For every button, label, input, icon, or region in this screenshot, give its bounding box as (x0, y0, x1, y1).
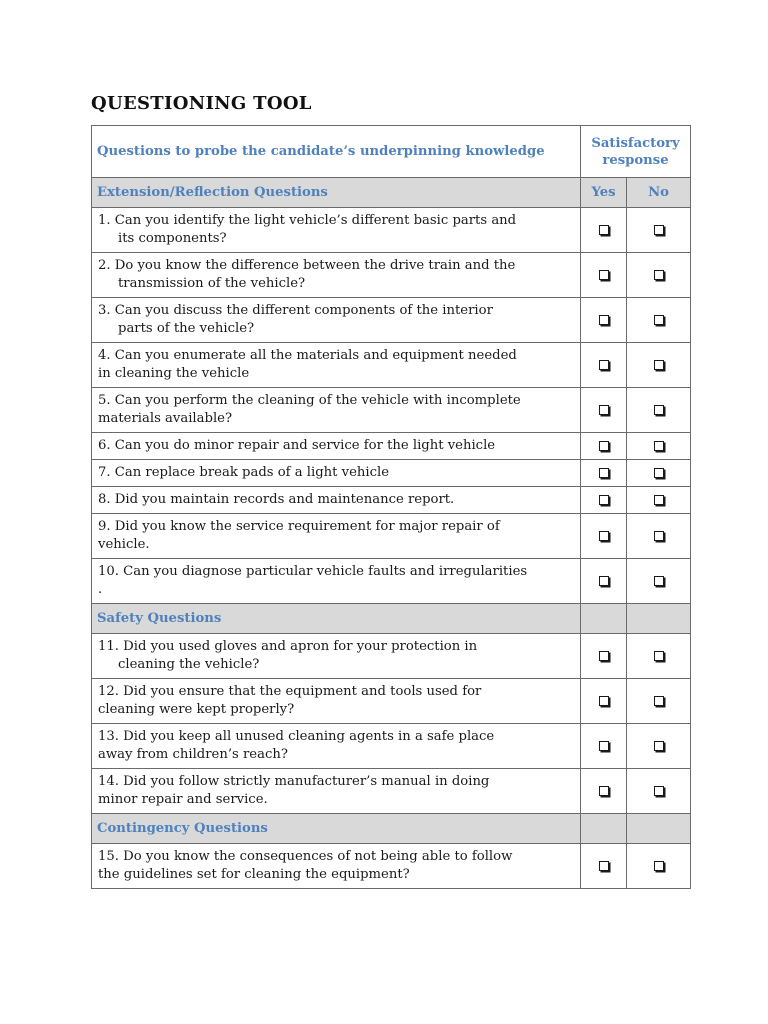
question-cell (92, 634, 581, 679)
question-text: 2. Do you know the difference between the drive train and the (98, 258, 516, 273)
checkbox-icon[interactable] (654, 531, 664, 541)
question-row (92, 433, 691, 460)
section-label: Safety Questions (92, 604, 581, 634)
questions-header-cell (92, 126, 581, 178)
question-text-cont: parts of the vehicle? (118, 321, 255, 336)
no-cell[interactable] (627, 844, 691, 889)
question-text: 7. Can replace break pads of a light vehicle (98, 465, 390, 480)
checkbox-icon[interactable] (654, 468, 664, 478)
section-row-safety (92, 604, 691, 634)
question-cell (92, 253, 581, 298)
empty-cell (627, 604, 691, 634)
question-text-cont: away from children’s reach? (98, 747, 288, 762)
question-cell (92, 487, 581, 514)
question-text-cont: transmission of the vehicle? (118, 276, 306, 291)
no-cell[interactable] (627, 559, 691, 604)
yes-cell[interactable] (581, 844, 627, 889)
checkbox-icon[interactable] (654, 741, 664, 751)
question-cell (92, 724, 581, 769)
no-cell[interactable] (627, 724, 691, 769)
question-row (92, 460, 691, 487)
no-cell[interactable] (627, 679, 691, 724)
page-title: QUESTIONING TOOL (91, 93, 312, 114)
yes-cell[interactable] (581, 208, 627, 253)
satisfactory-header-label: Satisfactory response (581, 126, 691, 178)
question-text: 8. Did you maintain records and maintenance report. (98, 492, 455, 507)
questioning-table (91, 125, 691, 889)
question-row (92, 487, 691, 514)
empty-cell (581, 814, 627, 844)
checkbox-icon[interactable] (599, 441, 609, 451)
table-header-row (92, 126, 691, 178)
no-header: No (627, 178, 691, 208)
question-text-cont: minor repair and service. (98, 792, 268, 807)
question-row (92, 343, 691, 388)
question-row (92, 514, 691, 559)
question-text-cont: cleaning were kept properly? (98, 702, 295, 717)
question-text-cont: vehicle. (98, 537, 150, 552)
checkbox-icon[interactable] (654, 576, 664, 586)
checkbox-icon[interactable] (654, 405, 664, 415)
question-text-cont: in cleaning the vehicle (98, 366, 250, 381)
question-text: 4. Can you enumerate all the materials and equipment needed (98, 348, 517, 363)
question-cell (92, 298, 581, 343)
question-cell (92, 769, 581, 814)
section-row-contingency (92, 814, 691, 844)
checkbox-icon[interactable] (599, 651, 609, 661)
question-row (92, 559, 691, 604)
question-cell (92, 208, 581, 253)
question-row (92, 769, 691, 814)
checkbox-icon[interactable] (654, 441, 664, 451)
no-cell[interactable] (627, 487, 691, 514)
section-label: Contingency Questions (92, 814, 581, 844)
question-row (92, 388, 691, 433)
yes-cell[interactable] (581, 514, 627, 559)
checkbox-icon[interactable] (599, 315, 609, 325)
checkbox-icon[interactable] (599, 861, 609, 871)
checkbox-icon[interactable] (654, 270, 664, 280)
yes-header: Yes (581, 178, 627, 208)
checkbox-icon[interactable] (599, 270, 609, 280)
question-text: 1. Can you identify the light vehicle’s different basic parts and (98, 213, 517, 228)
question-text-cont: the guidelines set for cleaning the equipment? (98, 867, 410, 882)
no-cell[interactable] (627, 634, 691, 679)
checkbox-icon[interactable] (599, 225, 609, 235)
checkbox-icon[interactable] (654, 861, 664, 871)
question-cell (92, 844, 581, 889)
no-cell[interactable] (627, 514, 691, 559)
question-cell (92, 388, 581, 433)
question-cell (92, 514, 581, 559)
no-cell[interactable] (627, 433, 691, 460)
questions-header-label: Questions to probe the candidate’s underpinning knowledge (97, 143, 545, 159)
checkbox-icon[interactable] (599, 576, 609, 586)
checkbox-icon[interactable] (599, 405, 609, 415)
checkbox-icon[interactable] (599, 531, 609, 541)
yes-cell[interactable] (581, 343, 627, 388)
section-label: Extension/Reflection Questions (92, 178, 581, 208)
checkbox-icon[interactable] (599, 360, 609, 370)
yes-cell[interactable] (581, 559, 627, 604)
question-row (92, 679, 691, 724)
question-text: 5. Can you perform the cleaning of the vehicle with incomplete (98, 393, 521, 408)
question-text: 15. Do you know the consequences of not being able to follow (98, 849, 513, 864)
yes-cell[interactable] (581, 298, 627, 343)
question-row (92, 208, 691, 253)
no-cell[interactable] (627, 253, 691, 298)
question-text: 12. Did you ensure that the equipment and tools used for (98, 684, 482, 699)
empty-cell (581, 604, 627, 634)
question-row (92, 253, 691, 298)
checkbox-icon[interactable] (654, 696, 664, 706)
checkbox-icon[interactable] (654, 225, 664, 235)
checkbox-icon[interactable] (654, 786, 664, 796)
question-text-cont: materials available? (98, 411, 233, 426)
yes-cell[interactable] (581, 460, 627, 487)
checkbox-icon[interactable] (599, 786, 609, 796)
no-cell[interactable] (627, 769, 691, 814)
question-text: 9. Did you know the service requirement for major repair of (98, 519, 500, 534)
question-text: 6. Can you do minor repair and service for the light vehicle (98, 438, 496, 453)
checkbox-icon[interactable] (599, 696, 609, 706)
checkbox-icon[interactable] (654, 360, 664, 370)
empty-cell (627, 814, 691, 844)
question-cell (92, 679, 581, 724)
checkbox-icon[interactable] (599, 495, 609, 505)
question-cell (92, 559, 581, 604)
yes-cell[interactable] (581, 724, 627, 769)
question-text-cont: cleaning the vehicle? (118, 657, 260, 672)
checkbox-icon[interactable] (599, 468, 609, 478)
question-text-cont: its components? (118, 231, 227, 246)
question-text: 10. Can you diagnose particular vehicle faults and irregularities (98, 564, 528, 579)
question-row (92, 634, 691, 679)
yes-cell[interactable] (581, 487, 627, 514)
question-text: 3. Can you discuss the different components of the interior (98, 303, 493, 318)
yes-cell[interactable] (581, 634, 627, 679)
yes-cell[interactable] (581, 433, 627, 460)
no-cell[interactable] (627, 343, 691, 388)
checkbox-icon[interactable] (654, 495, 664, 505)
question-text: 13. Did you keep all unused cleaning agents in a safe place (98, 729, 495, 744)
yes-cell[interactable] (581, 679, 627, 724)
question-text-cont: . (98, 582, 103, 597)
yes-cell[interactable] (581, 769, 627, 814)
checkbox-icon[interactable] (654, 315, 664, 325)
no-cell[interactable] (627, 460, 691, 487)
question-row (92, 844, 691, 889)
yes-cell[interactable] (581, 388, 627, 433)
no-cell[interactable] (627, 298, 691, 343)
yes-cell[interactable] (581, 253, 627, 298)
question-cell (92, 460, 581, 487)
question-row (92, 724, 691, 769)
checkbox-icon[interactable] (599, 741, 609, 751)
checkbox-icon[interactable] (654, 651, 664, 661)
question-text: 14. Did you follow strictly manufacturer’s manual in doing (98, 774, 490, 789)
question-cell (92, 343, 581, 388)
question-text: 11. Did you used gloves and apron for your protection in (98, 639, 478, 654)
question-cell (92, 433, 581, 460)
no-cell[interactable] (627, 388, 691, 433)
section-row-extension (92, 178, 691, 208)
question-row (92, 298, 691, 343)
no-cell[interactable] (627, 208, 691, 253)
